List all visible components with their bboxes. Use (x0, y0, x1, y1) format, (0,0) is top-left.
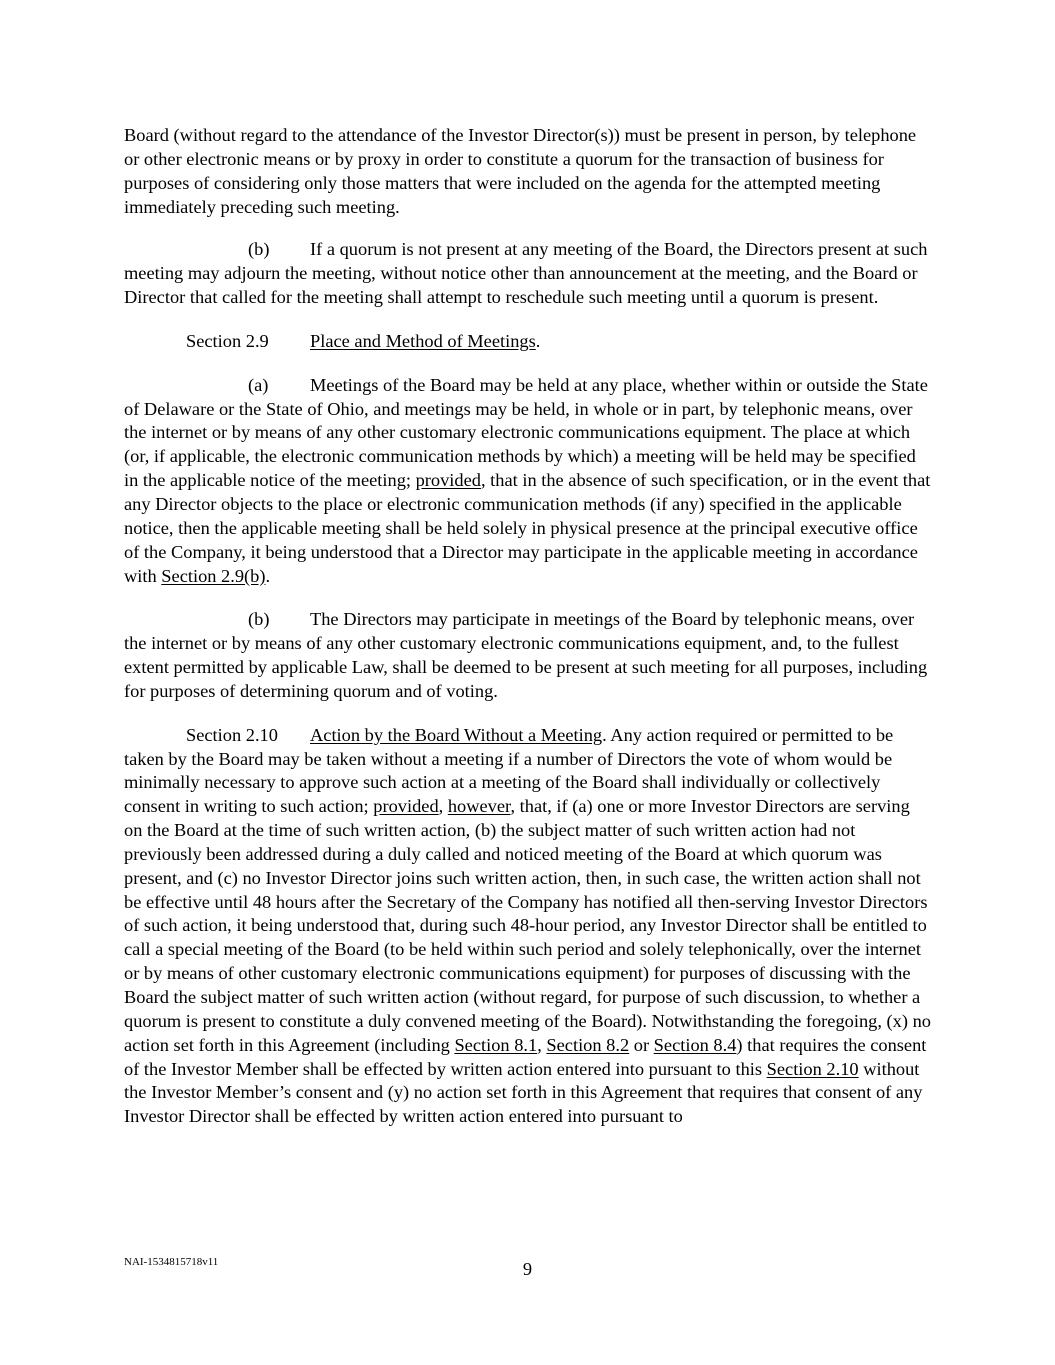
paragraph-text: Board (without regard to the attendance of the Investor Director(s)) must be present in person, by telephone or other electronic means or by proxy in order to constitute a quorum for the transaction of business for purposes of considering only those matters that were included on the agenda for the attempted meeting immediately preceding such meeting. (124, 125, 917, 217)
section-label: Section 2.9 (186, 330, 269, 351)
subsection-label: (a) (248, 374, 269, 395)
paragraph-text: , that in the absence of such specification, or in the event that any Director objects to the place or electronic communication methods (if any) specified in the applicable notice, then the applicable meeting shall be held solely in physical presence at the principal executive office of the Company, it being understood that a Director may participate in the applicable meeting in accordance with (124, 470, 931, 586)
paragraph-2-9-b (124, 608, 932, 703)
paragraph-text: ) that requires the consent of the Investor Member shall be effected by written action entered into pursuant to this (124, 1034, 927, 1079)
section-title-end: . (535, 330, 541, 351)
cross-reference: Section 8.1 (454, 1034, 538, 1055)
provided-term: provided (415, 470, 481, 491)
paragraph-text: If a quorum is not present at any meeting of the Board, the Directors present at such meeting may adjourn the meeting, without notice other than announcement at the meeting, and the Board or Director that called for the meeting shall attempt to reschedule such meeting until a quorum is present. (124, 239, 928, 308)
subsection-label: (b) (248, 609, 270, 630)
paragraph-text-end: . (265, 565, 271, 586)
section-label: Section 2.10 (186, 724, 278, 745)
paragraph-text: The Directors may participate in meetings of the Board by telephonic means, over the internet or by means of any other customary electronic communications equipment, and, to the fullest extent permitted by applicable Law, shall be deemed to be present at such meeting for all purposes, including for purposes of determining quorum and of voting. (124, 609, 928, 701)
separator: , (537, 1034, 547, 1055)
cross-reference: Section 8.2 (546, 1034, 630, 1055)
section-title: Action by the Board Without a Meeting (310, 724, 603, 745)
paragraph-text: Meetings of the Board may be held at any place, whether within or outside the State of Delaware or the State of Ohio, and meetings may be held, in whole or in part, by telephonic means, over the internet or by means of any other customary electronic communications equipment. The place at which (or, if applicable, the electronic communication methods by which) a meeting will be held may be specified in the applicable notice of the meeting; (124, 374, 928, 491)
section-2-9-heading (124, 330, 932, 354)
paragraph-text: without the Investor Member’s consent and (y) no action set forth in this Agreement that requires that consent of any Investor Director shall be effected by written action entered into pursuant to (124, 1058, 923, 1127)
document-body (124, 124, 932, 1149)
document-id: NAI-1534815718v11 (124, 1256, 219, 1268)
paragraph-2-9-a (124, 374, 932, 589)
cross-reference: Section 2.10 (766, 1058, 859, 1079)
separator: or (629, 1034, 654, 1055)
cross-reference: Section 8.4 (653, 1034, 737, 1055)
cross-reference: Section 2.9(b) (161, 565, 266, 586)
section-2-10 (124, 724, 932, 1129)
paragraph-text: . Any action required or permitted to be taken by the Board may be taken without a meeting if a number of Directors the vote of whom would be minimally necessary to approve such action at a meeting of the Board shall individually or collectively consent in writing to such action; (124, 724, 894, 817)
paragraph-text: , that, if (a) one or more Investor Directors are serving on the Board at the time of such written action, (b) the subject matter of such written action had not previously been addressed during a duly called and noticed meeting of the Board at which quorum was present, and (c) no Investor Director joins such written action, then, in such case, the written action shall not be effective until 48 hours after the Secretary of the Company has notified all then-serving Investor Directors of such action, it being understood that, during such 48-hour period, any Investor Director shall be entitled to call a special meeting of the Board (to be held within such period and solely telephonically, over the internet or by means of other customary electronic communications equipment) for purposes of discussing with the Board the subject matter of such written action (without regard, for purpose of such discussion, to whether a quorum is present to constitute a duly convened meeting of the Board). Notwithstanding the foregoing, (x) no action set forth in this Agreement (including (124, 796, 931, 1055)
paragraph-b-quorum (124, 238, 932, 310)
page-number: 9 (522, 1259, 533, 1279)
paragraph-quorum-continued (124, 124, 932, 219)
provided-term: provided (373, 796, 439, 817)
subsection-label: (b) (248, 239, 270, 260)
section-title: Place and Method of Meetings (310, 330, 536, 351)
comma-separator: , (438, 796, 448, 817)
however-term: however (447, 796, 511, 817)
